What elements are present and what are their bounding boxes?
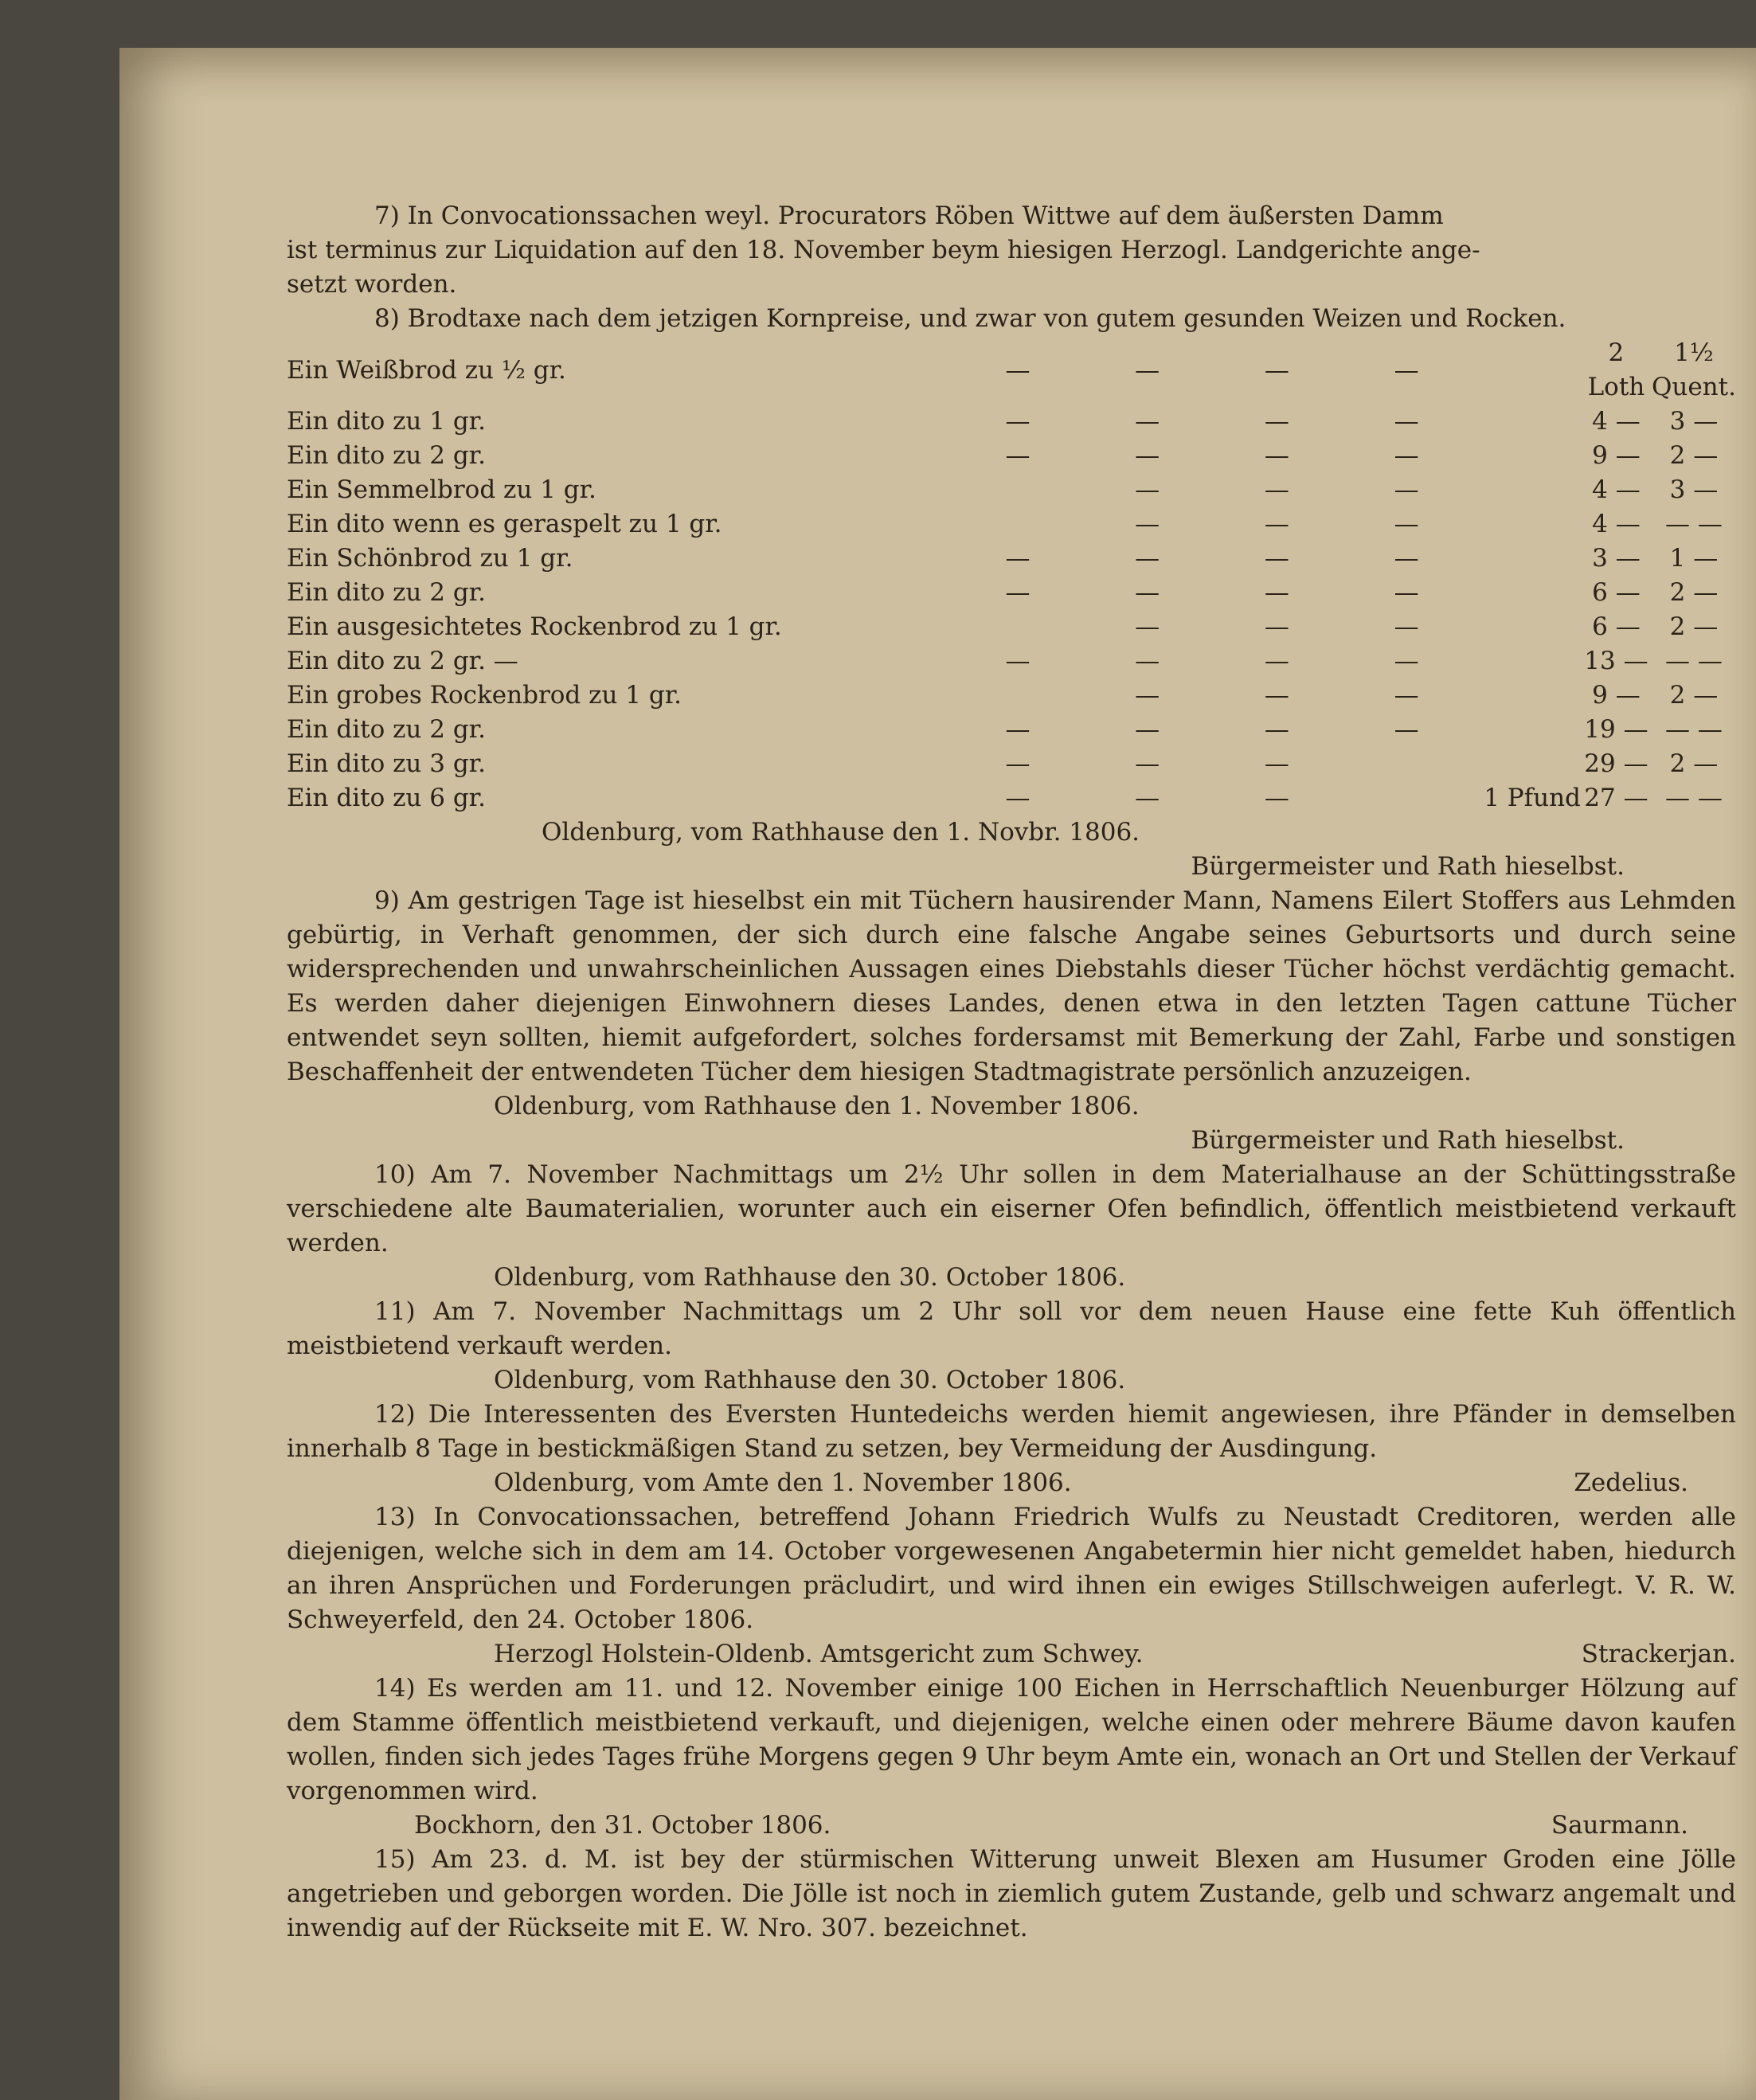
notice-9-date: Oldenburg, vom Rathhause den 1. November 1806. — [494, 1092, 1140, 1120]
weight-pfund — [1471, 336, 1580, 405]
bread-price-row — [287, 781, 1736, 815]
weight-loth: 13 — — [1584, 647, 1648, 675]
notice-14-date: Bockhorn, den 31. October 1806. — [414, 1811, 831, 1840]
notice-7-line: ist terminus zur Liquidation auf den 18. November beym hiesigen Herzogl. Landgerichte ange- — [287, 236, 1480, 264]
notice-11: 11) Am 7. November Nachmittags um 2 Uhr soll vor dem neuen Hause eine fette Kuh öffentlich meistbietend verkauft werden. — [287, 1297, 1736, 1360]
bread-price-row — [287, 678, 1736, 713]
bread-price-row — [287, 610, 1736, 644]
notice-13: 13) In Convocationssachen, betreffend Johann Friedrich Wulfs zu Neustadt Creditoren, werden alle diejenigen, welche sich in dem am 14. October vorgewesenen Angabetermin hier nicht gemeldet haben, hiedurch an ihren Ansprüchen und Forderungen präcludirt, und wird ihnen ein ewiges Stillschweigen auferlegt. V. R. W. Schweyerfeld, den 24. October 1806. — [287, 1503, 1736, 1634]
bread-item-label: Ein dito zu 2 gr. — — [287, 647, 518, 675]
weight-pfund — [1471, 439, 1580, 473]
weight-loth: 9 — — [1592, 441, 1641, 470]
bread-price-row — [287, 405, 1736, 439]
dash-mark: — — [1264, 681, 1289, 710]
dash-mark: — — [1005, 647, 1031, 675]
weight-quent: 3 — — [1669, 475, 1719, 504]
weight-pfund — [1471, 644, 1580, 678]
dash-mark: — — [1005, 544, 1031, 573]
weight-pfund — [1471, 678, 1580, 713]
notice-7 — [287, 199, 1736, 233]
dash-mark: — — [1005, 441, 1031, 470]
bread-item-label: Ein dito zu 6 gr. — [287, 784, 486, 812]
notice-14-footer — [287, 1809, 1736, 1843]
notice-7-line: 7) In Convocationssachen weyl. Procurators Röben Wittwe auf dem äußersten Damm — [374, 201, 1444, 230]
weight-loth: 9 — — [1592, 681, 1641, 710]
dash-mark: — — [1264, 441, 1289, 470]
weight-pfund — [1471, 610, 1580, 644]
dash-mark: — — [1264, 784, 1289, 812]
page-text — [287, 199, 1736, 1946]
dash-mark — [953, 678, 1083, 713]
weight-quent: 2 — — [1669, 612, 1719, 641]
dash-mark: — — [1394, 612, 1419, 641]
dash-mark: — — [1264, 355, 1289, 385]
dash-mark: — — [1135, 441, 1160, 470]
dash-mark: — — [1394, 681, 1419, 710]
dash-mark: — — [1135, 681, 1160, 710]
dash-mark: — — [1394, 647, 1419, 675]
notice-9-signature: Bürgermeister und Rath hieselbst. — [1191, 1126, 1625, 1155]
dash-mark: — — [1005, 715, 1031, 744]
bread-item-label: Ein dito wenn es geraspelt zu 1 gr. — [287, 510, 722, 538]
notice-12-signature: Zedelius. — [1574, 1468, 1688, 1497]
bread-item-label: Ein Weißbrod zu ½ gr. — [287, 355, 566, 385]
bread-price-row — [287, 473, 1736, 507]
dash-mark: — — [1264, 612, 1289, 641]
weight-quent: 2 — — [1669, 441, 1719, 470]
weight-pfund — [1471, 576, 1580, 610]
dash-mark: — — [1394, 441, 1419, 470]
notice-10-date: Oldenburg, vom Rathhause den 30. October 1806. — [494, 1263, 1126, 1292]
dash-mark: — — [1135, 475, 1160, 504]
notice-10: 10) Am 7. November Nachmittags um 2½ Uhr sollen in dem Materialhause an der Schüttingsstraße verschiedene alte Baumaterialien, worunter auch ein eiserner Ofen befindlich, öffentlich meistbietend verkauft werden. — [287, 1160, 1736, 1257]
weight-pfund — [1471, 507, 1580, 542]
dash-mark: — — [1394, 510, 1419, 538]
dash-mark: — — [1005, 749, 1031, 778]
weight-loth: 6 — — [1592, 578, 1641, 607]
weight-quent: — — — [1665, 784, 1723, 812]
weight-loth: 2 Loth — [1587, 338, 1645, 401]
notice-9: 9) Am gestrigen Tage ist hieselbst ein mit Tüchern hausirender Mann, Namens Eilert Stoffers aus Lehmden gebürtig, in Verhaft genommen, der sich durch eine falsche Angabe seines Geburtsorts und durch seine widersprechenden und unwahrscheinlichen Aussagen eines Diebstahls dieser Tücher höchst verdächtig gemacht. Es werden daher diejenigen Einwohnern dieses Landes, denen etwa in den letzten Tagen cattune Tücher entwendet seyn sollten, hiemit aufgefordert, solches fordersamst mit Bemerkung der Zahl, Farbe und sonstigen Beschaffenheit der entwendeten Tücher dem hiesigen Stadtmagistrate persönlich anzuzeigen. — [287, 886, 1736, 1086]
dash-mark: — — [1264, 578, 1289, 607]
dash-mark — [953, 610, 1083, 644]
dash-mark: — — [1135, 578, 1160, 607]
bread-price-row — [287, 644, 1736, 678]
bread-item-label: Ein ausgesichtetes Rockenbrod zu 1 gr. — [287, 612, 782, 641]
bread-price-row — [287, 336, 1736, 405]
dash-mark: — — [1264, 715, 1289, 744]
bread-price-row — [287, 747, 1736, 781]
dash-mark: — — [1394, 544, 1419, 573]
weight-pfund — [1471, 542, 1580, 576]
bread-item-label: Ein dito zu 2 gr. — [287, 715, 486, 744]
weight-loth: 4 — — [1592, 475, 1641, 504]
bread-price-row — [287, 576, 1736, 610]
dash-mark: — — [1264, 475, 1289, 504]
dash-mark: — — [1005, 578, 1031, 607]
notice-13-signature: Strackerjan. — [1581, 1640, 1736, 1668]
bread-price-row — [287, 507, 1736, 542]
notice-12-date: Oldenburg, vom Amte den 1. November 1806. — [494, 1468, 1072, 1497]
weight-loth: 3 — — [1592, 544, 1641, 573]
dash-mark: — — [1264, 647, 1289, 675]
bread-item-label: Ein Schönbrod zu 1 gr. — [287, 544, 573, 573]
bread-item-label: Ein dito zu 2 gr. — [287, 441, 486, 470]
weight-quent: 1½ Quent. — [1651, 338, 1736, 401]
dash-mark: — — [1135, 407, 1160, 436]
notice-7-line: setzt worden. — [287, 270, 457, 299]
bread-price-row — [287, 542, 1736, 576]
dash-mark: — — [1394, 355, 1419, 385]
weight-pfund — [1471, 473, 1580, 507]
weight-quent: 2 — — [1669, 749, 1719, 778]
notice-8-signature: Bürgermeister und Rath hieselbst. — [1191, 852, 1625, 881]
weight-pfund: 1 Pfund — [1484, 784, 1581, 812]
weight-quent: — — — [1665, 647, 1723, 675]
dash-mark: — — [1264, 749, 1289, 778]
dash-mark: — — [1264, 407, 1289, 436]
bread-price-row — [287, 439, 1736, 473]
weight-quent: 1 — — [1669, 544, 1719, 573]
bread-item-label: Ein Semmelbrod zu 1 gr. — [287, 475, 596, 504]
dash-mark: — — [1394, 475, 1419, 504]
weight-loth: 4 — — [1592, 510, 1641, 538]
dash-mark: — — [1135, 647, 1160, 675]
weight-quent: 2 — — [1669, 578, 1719, 607]
dash-mark: — — [1394, 578, 1419, 607]
dash-mark: — — [1135, 355, 1160, 385]
dash-mark: — — [1135, 749, 1160, 778]
weight-pfund — [1471, 405, 1580, 439]
weight-loth: 19 — — [1584, 715, 1648, 744]
notice-15: 15) Am 23. d. M. ist bey der stürmischen Witterung unweit Blexen am Husumer Groden eine Jölle angetrieben und geborgen worden. Die Jölle ist noch in ziemlich gutem Zustande, gelb und schwarz angemalt und inwendig auf der Rückseite mit E. W. Nro. 307. bezeichnet. — [287, 1845, 1736, 1942]
bread-item-label: Ein dito zu 3 gr. — [287, 749, 486, 778]
bread-item-label: Ein dito zu 1 gr. — [287, 407, 486, 436]
dash-mark: — — [1135, 784, 1160, 812]
bread-price-row — [287, 713, 1736, 747]
weight-loth: 6 — — [1592, 612, 1641, 641]
dash-mark — [1342, 747, 1472, 781]
book-page — [119, 48, 1756, 2100]
weight-pfund — [1471, 747, 1580, 781]
notice-8-header: 8) Brodtaxe nach dem jetzigen Kornpreise, und zwar von gutem gesunden Weizen und Rocken. — [374, 304, 1566, 333]
dash-mark: — — [1264, 510, 1289, 538]
weight-quent: — — — [1665, 510, 1723, 538]
dash-mark: — — [1135, 510, 1160, 538]
notice-13-date: Herzogl Holstein-Oldenb. Amtsgericht zum Schwey. — [494, 1640, 1144, 1668]
dash-mark — [1342, 781, 1472, 815]
bread-price-table — [287, 336, 1736, 815]
dash-mark: — — [1135, 715, 1160, 744]
dash-mark: — — [1135, 544, 1160, 573]
dash-mark: — — [1264, 544, 1289, 573]
notice-12-footer — [287, 1466, 1736, 1500]
weight-pfund — [1471, 713, 1580, 747]
weight-quent: — — — [1665, 715, 1723, 744]
dash-mark: — — [1394, 715, 1419, 744]
dash-mark — [953, 507, 1083, 542]
dash-mark — [953, 473, 1083, 507]
weight-loth: 27 — — [1584, 784, 1648, 812]
notice-7-cont — [287, 233, 1736, 302]
dash-mark: — — [1005, 355, 1031, 385]
dash-mark: — — [1005, 407, 1031, 436]
notice-12: 12) Die Interessenten des Eversten Huntedeichs werden hiemit angewiesen, ihre Pfänder in demselben innerhalb 8 Tage in bestickmäßigen Stand zu setzen, bey Vermeidung der Ausdingung. — [287, 1400, 1736, 1463]
weight-quent: 2 — — [1669, 681, 1719, 710]
notice-14: 14) Es werden am 11. und 12. November einige 100 Eichen in Herrschaftlich Neuenburger Hölzung auf dem Stamme öffentlich meistbietend verkauft, und diejenigen, welche einen oder mehrere Bäume davon kaufen wollen, finden sich jedes Tages frühe Morgens gegen 9 Uhr beym Amte ein, wonach an Ort und Stellen der Verkauf vorgenommen wird. — [287, 1674, 1736, 1805]
dash-mark: — — [1394, 407, 1419, 436]
weight-loth: 4 — — [1592, 407, 1641, 436]
bread-item-label: Ein grobes Rockenbrod zu 1 gr. — [287, 681, 682, 710]
notice-14-signature: Saurmann. — [1551, 1811, 1688, 1840]
weight-quent: 3 — — [1669, 407, 1719, 436]
notice-11-date: Oldenburg, vom Rathhause den 30. October 1806. — [494, 1366, 1126, 1394]
dash-mark: — — [1005, 784, 1031, 812]
notice-8-date: Oldenburg, vom Rathhause den 1. Novbr. 1806. — [542, 818, 1140, 847]
bread-item-label: Ein dito zu 2 gr. — [287, 578, 486, 607]
dash-mark: — — [1135, 612, 1160, 641]
weight-loth: 29 — — [1584, 749, 1648, 778]
notice-13-footer — [287, 1637, 1736, 1672]
